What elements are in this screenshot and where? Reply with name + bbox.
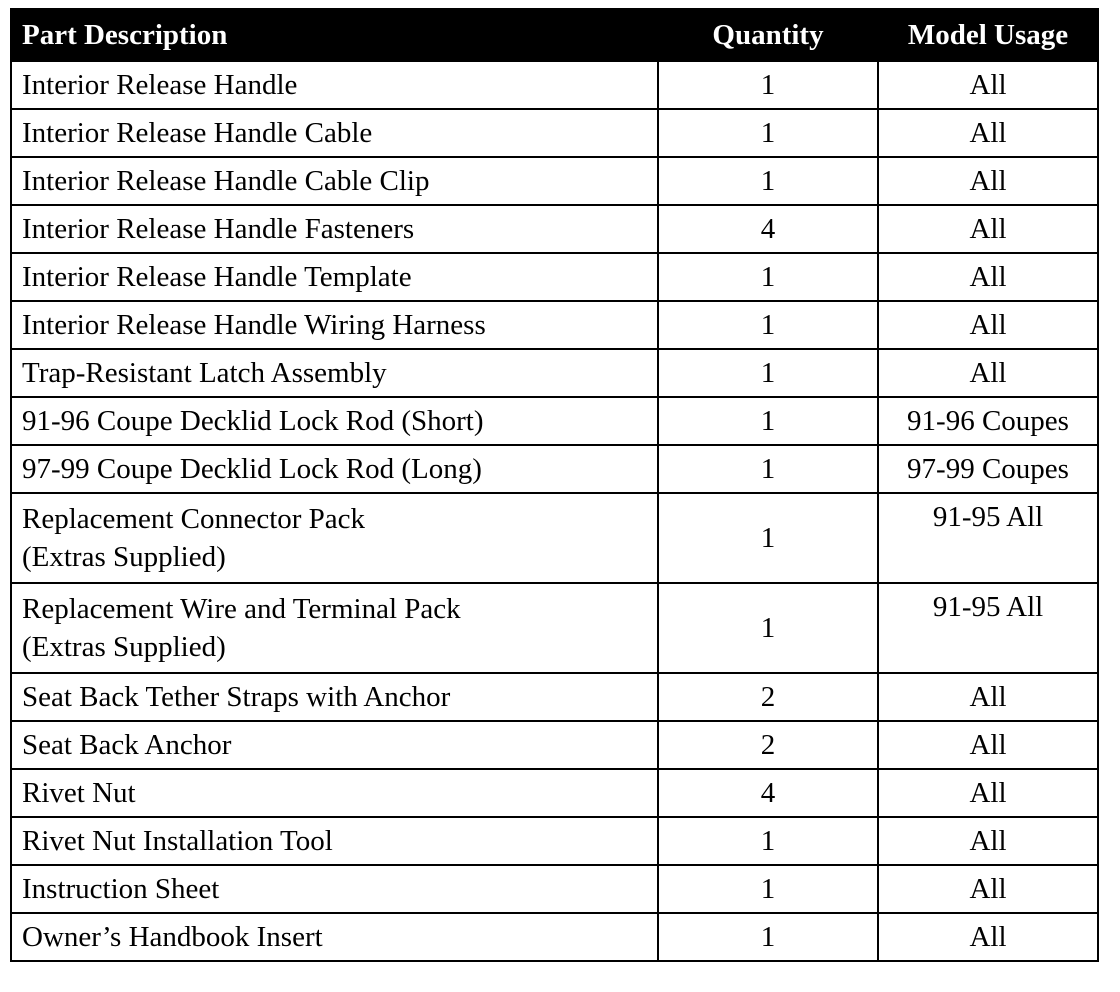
table-row bbox=[11, 583, 1098, 673]
quantity-cell: 1 bbox=[658, 817, 878, 865]
model-usage-cell: All bbox=[878, 301, 1098, 349]
quantity-cell: 1 bbox=[658, 349, 878, 397]
quantity-cell: 1 bbox=[658, 157, 878, 205]
table-row bbox=[11, 445, 1098, 493]
quantity-cell: 4 bbox=[658, 769, 878, 817]
part-description-cell: Replacement Wire and Terminal Pack (Extras Supplied) bbox=[11, 583, 658, 673]
table-row bbox=[11, 913, 1098, 961]
table-row bbox=[11, 721, 1098, 769]
header-quantity: Quantity bbox=[658, 9, 878, 61]
quantity-cell: 1 bbox=[658, 913, 878, 961]
part-description-cell: Interior Release Handle bbox=[11, 61, 658, 109]
part-description-cell: Seat Back Tether Straps with Anchor bbox=[11, 673, 658, 721]
table-row bbox=[11, 253, 1098, 301]
model-usage-cell: 91-95 All bbox=[878, 583, 1098, 673]
part-description-cell: Owner’s Handbook Insert bbox=[11, 913, 658, 961]
part-description-cell: Replacement Connector Pack (Extras Supplied) bbox=[11, 493, 658, 583]
quantity-cell: 1 bbox=[658, 61, 878, 109]
table-row bbox=[11, 205, 1098, 253]
table-row bbox=[11, 817, 1098, 865]
quantity-cell: 1 bbox=[658, 493, 878, 583]
model-usage-cell: All bbox=[878, 205, 1098, 253]
table-row bbox=[11, 769, 1098, 817]
table-row bbox=[11, 109, 1098, 157]
model-usage-cell: All bbox=[878, 157, 1098, 205]
model-usage-cell: 97-99 Coupes bbox=[878, 445, 1098, 493]
table-row bbox=[11, 397, 1098, 445]
part-description-cell: Interior Release Handle Wiring Harness bbox=[11, 301, 658, 349]
table-body bbox=[11, 61, 1098, 961]
part-description-cell: Interior Release Handle Cable Clip bbox=[11, 157, 658, 205]
model-usage-cell: All bbox=[878, 913, 1098, 961]
part-description-cell: Instruction Sheet bbox=[11, 865, 658, 913]
quantity-cell: 1 bbox=[658, 301, 878, 349]
table-row bbox=[11, 673, 1098, 721]
table-row bbox=[11, 865, 1098, 913]
model-usage-cell: 91-95 All bbox=[878, 493, 1098, 583]
table-row bbox=[11, 349, 1098, 397]
table-row bbox=[11, 301, 1098, 349]
table-header bbox=[11, 9, 1098, 61]
header-model-usage: Model Usage bbox=[878, 9, 1098, 61]
model-usage-cell: 91-96 Coupes bbox=[878, 397, 1098, 445]
model-usage-cell: All bbox=[878, 721, 1098, 769]
quantity-cell: 4 bbox=[658, 205, 878, 253]
parts-table bbox=[10, 8, 1099, 962]
part-description-cell: Interior Release Handle Cable bbox=[11, 109, 658, 157]
model-usage-cell: All bbox=[878, 253, 1098, 301]
table-row bbox=[11, 157, 1098, 205]
header-part-description: Part Description bbox=[11, 9, 658, 61]
part-description-cell: Rivet Nut bbox=[11, 769, 658, 817]
part-description-cell: 91-96 Coupe Decklid Lock Rod (Short) bbox=[11, 397, 658, 445]
table-row bbox=[11, 493, 1098, 583]
quantity-cell: 1 bbox=[658, 253, 878, 301]
part-description-cell: Rivet Nut Installation Tool bbox=[11, 817, 658, 865]
quantity-cell: 1 bbox=[658, 583, 878, 673]
quantity-cell: 2 bbox=[658, 721, 878, 769]
model-usage-cell: All bbox=[878, 109, 1098, 157]
quantity-cell: 1 bbox=[658, 445, 878, 493]
model-usage-cell: All bbox=[878, 865, 1098, 913]
model-usage-cell: All bbox=[878, 769, 1098, 817]
model-usage-cell: All bbox=[878, 673, 1098, 721]
quantity-cell: 1 bbox=[658, 865, 878, 913]
model-usage-cell: All bbox=[878, 349, 1098, 397]
part-description-cell: Seat Back Anchor bbox=[11, 721, 658, 769]
quantity-cell: 1 bbox=[658, 397, 878, 445]
quantity-cell: 2 bbox=[658, 673, 878, 721]
part-description-cell: 97-99 Coupe Decklid Lock Rod (Long) bbox=[11, 445, 658, 493]
table-row bbox=[11, 61, 1098, 109]
header-row bbox=[11, 9, 1098, 61]
part-description-cell: Trap-Resistant Latch Assembly bbox=[11, 349, 658, 397]
quantity-cell: 1 bbox=[658, 109, 878, 157]
model-usage-cell: All bbox=[878, 61, 1098, 109]
part-description-cell: Interior Release Handle Template bbox=[11, 253, 658, 301]
model-usage-cell: All bbox=[878, 817, 1098, 865]
part-description-cell: Interior Release Handle Fasteners bbox=[11, 205, 658, 253]
